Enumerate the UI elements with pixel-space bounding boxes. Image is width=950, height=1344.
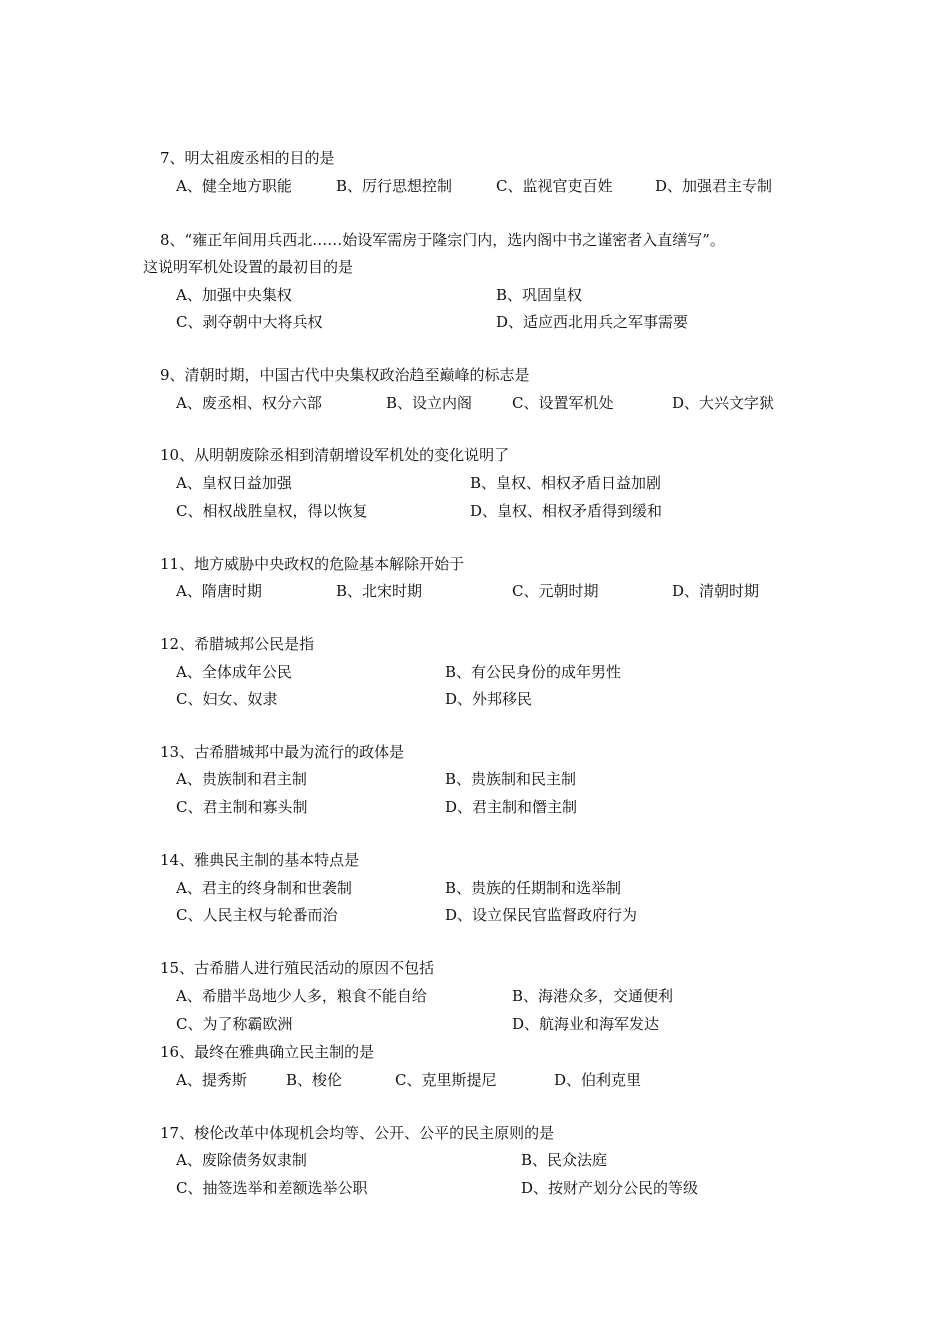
question-10-stem: 10、从明朝废除丞相到清朝增设军机处的变化说明了	[160, 446, 510, 464]
question-10-option-b: B、皇权、相权矛盾日益加剧	[470, 474, 662, 492]
question-14-option-b: B、贵族的任期制和选举制	[445, 879, 622, 897]
question-14-option-c: C、人民主权与轮番而治	[176, 906, 338, 924]
question-8-option-c: C、剥夺朝中大将兵权	[176, 313, 323, 331]
question-7-option-d: D、加强君主专制	[655, 177, 773, 195]
question-11-stem: 11、地方威胁中央政权的危险基本解除开始于	[160, 555, 465, 573]
question-8-option-a: A、加强中央集权	[176, 286, 292, 304]
question-16-option-b: B、梭伦	[286, 1071, 343, 1089]
question-15-option-c: C、为了称霸欧洲	[176, 1015, 293, 1033]
question-9-option-b: B、设立内阁	[386, 394, 473, 412]
question-9-option-a: A、废丞相、权分六部	[176, 394, 322, 412]
question-12-stem: 12、希腊城邦公民是指	[160, 635, 315, 653]
question-7-option-b: B、厉行思想控制	[336, 177, 453, 195]
question-17-option-b: B、民众法庭	[521, 1151, 608, 1169]
question-8-option-d: D、适应西北用兵之军事需要	[496, 313, 689, 331]
question-10-option-d: D、皇权、相权矛盾得到缓和	[470, 502, 663, 520]
question-14-option-d: D、设立保民官监督政府行为	[445, 906, 638, 924]
question-16-option-d: D、伯利克里	[554, 1071, 642, 1089]
question-11-option-d: D、清朝时期	[672, 582, 760, 600]
question-8-stem: 8、“雍正年间用兵西北……始设军需房于隆宗门内，选内阁中书之谨密者入直缮写”。	[160, 231, 725, 249]
question-15-option-d: D、航海业和海军发达	[512, 1015, 660, 1033]
question-12-option-c: C、妇女、奴隶	[176, 690, 278, 708]
question-16-option-c: C、克里斯提尼	[395, 1071, 497, 1089]
question-17-option-d: D、按财产划分公民的等级	[521, 1179, 699, 1197]
question-11-option-b: B、北宋时期	[336, 582, 423, 600]
question-7-option-a: A、健全地方职能	[176, 177, 292, 195]
question-12-option-b: B、有公民身份的成年男性	[445, 663, 622, 681]
question-13-option-a: A、贵族制和君主制	[176, 770, 307, 788]
question-15-stem: 15、古希腊人进行殖民活动的原因不包括	[160, 959, 435, 977]
question-17-option-a: A、废除债务奴隶制	[176, 1151, 307, 1169]
question-13-option-b: B、贵族制和民主制	[445, 770, 577, 788]
question-8-stem-continued: 这说明军机处设置的最初目的是	[143, 258, 354, 276]
question-13-option-d: D、君主制和僭主制	[445, 798, 578, 816]
question-15-option-a: A、希腊半岛地少人多，粮食不能自给	[176, 987, 427, 1005]
question-17-option-c: C、抽签选举和差额选举公职	[176, 1179, 368, 1197]
question-9-option-c: C、设置军机处	[512, 394, 614, 412]
question-15-option-b: B、海港众多，交通便利	[512, 987, 674, 1005]
question-17-stem: 17、梭伦改革中体现机会均等、公开、公平的民主原则的是	[160, 1124, 555, 1142]
question-13-stem: 13、古希腊城邦中最为流行的政体是	[160, 743, 405, 761]
question-14-option-a: A、君主的终身制和世袭制	[176, 879, 352, 897]
question-12-option-a: A、全体成年公民	[176, 663, 292, 681]
question-14-stem: 14、雅典民主制的基本特点是	[160, 851, 360, 869]
question-9-stem: 9、清朝时期，中国古代中央集权政治趋至巅峰的标志是	[160, 366, 530, 384]
question-10-option-a: A、皇权日益加强	[176, 474, 292, 492]
question-8-option-b: B、巩固皇权	[496, 286, 583, 304]
question-7-option-c: C、监视官吏百姓	[496, 177, 613, 195]
question-16-option-a: A、提秀斯	[176, 1071, 247, 1089]
question-7-stem: 7、明太祖废丞相的目的是	[160, 149, 335, 167]
question-16-stem: 16、最终在雅典确立民主制的是	[160, 1043, 375, 1061]
question-11-option-a: A、隋唐时期	[176, 582, 262, 600]
question-13-option-c: C、君主制和寡头制	[176, 798, 308, 816]
question-10-option-c: C、相权战胜皇权，得以恢复	[176, 502, 368, 520]
question-9-option-d: D、大兴文字狱	[672, 394, 775, 412]
question-12-option-d: D、外邦移民	[445, 690, 533, 708]
question-11-option-c: C、元朝时期	[512, 582, 599, 600]
